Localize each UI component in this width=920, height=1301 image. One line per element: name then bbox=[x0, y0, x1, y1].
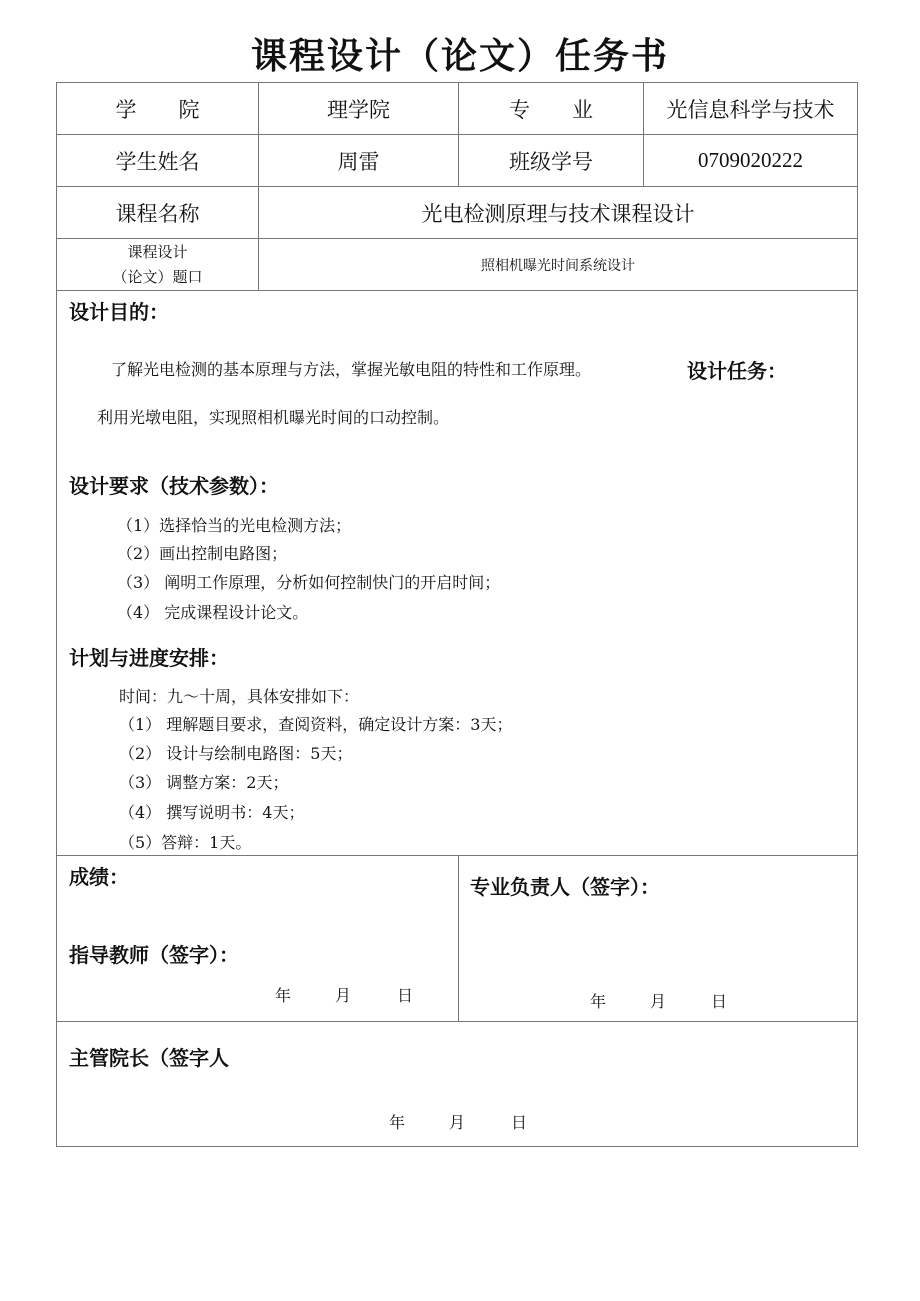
page-title: 课程设计（论文）任务书 bbox=[250, 36, 669, 77]
col-divider bbox=[458, 855, 459, 1022]
course-value: 光电检测原理与技术课程设计 bbox=[421, 201, 695, 226]
teacher-date-day: 日 bbox=[397, 986, 414, 1005]
requirement-item: （2）画出控制电路图； bbox=[117, 544, 288, 563]
teacher-date-month: 月 bbox=[335, 986, 352, 1005]
college-label: 学 院 bbox=[115, 97, 200, 122]
dean-date-year: 年 bbox=[389, 1113, 406, 1132]
student-label: 学生姓名 bbox=[115, 149, 200, 174]
plan-item: （5）答辩：1天。 bbox=[119, 833, 252, 852]
major-head-signature-label: 专业负责人（签字）： bbox=[470, 875, 660, 899]
class-value: 0709020222 bbox=[698, 148, 803, 172]
head-date-month: 月 bbox=[650, 992, 667, 1011]
requirement-item: （1）选择恰当的光电检测方法； bbox=[117, 516, 352, 535]
requirement-item: （4） 完成课程设计论文。 bbox=[117, 603, 309, 622]
student-value: 周雷 bbox=[337, 149, 380, 174]
plan-heading: 计划与进度安排： bbox=[69, 646, 229, 670]
plan-item: （3） 调整方案：2天； bbox=[119, 773, 289, 792]
college-value: 理学院 bbox=[327, 97, 390, 122]
topic-label-line2: （论文）题口 bbox=[112, 267, 203, 286]
row-divider bbox=[57, 1021, 857, 1022]
head-date-year: 年 bbox=[590, 992, 607, 1011]
major-label: 专 业 bbox=[509, 97, 593, 122]
row-divider bbox=[57, 855, 857, 856]
task-heading: 设计任务： bbox=[687, 359, 787, 383]
plan-time: 时间：九～十周，具体安排如下： bbox=[119, 687, 360, 706]
task-table bbox=[56, 82, 858, 1147]
teacher-date-year: 年 bbox=[275, 986, 292, 1005]
task-text: 利用光墩电阻，实现照相机曝光时间的口动控制。 bbox=[97, 408, 450, 427]
plan-item: （4） 撰写说明书：4天； bbox=[119, 803, 305, 822]
dean-signature-label: 主管院长（签字人 bbox=[69, 1046, 229, 1070]
purpose-text: 了解光电检测的基本原理与方法，掌握光敏电阻的特性和工作原理。 bbox=[111, 360, 592, 379]
plan-item: （1） 理解题目要求，查阅资料，确定设计方案：3天； bbox=[119, 715, 513, 734]
major-value: 光信息科学与技术 bbox=[666, 97, 835, 122]
head-date-day: 日 bbox=[711, 992, 728, 1011]
course-label: 课程名称 bbox=[115, 201, 200, 226]
purpose-heading: 设计目的： bbox=[69, 300, 169, 324]
topic-label bbox=[57, 239, 258, 290]
teacher-signature-label: 指导教师（签字）： bbox=[69, 943, 239, 967]
grade-label: 成绩： bbox=[69, 865, 129, 889]
row-divider bbox=[57, 290, 857, 291]
requirement-item: （3） 阐明工作原理，分析如何控制快门的开启时间； bbox=[117, 573, 501, 592]
plan-item: （2） 设计与绘制电路图：5天； bbox=[119, 744, 353, 763]
dean-date-day: 日 bbox=[511, 1113, 528, 1132]
class-label: 班级学号 bbox=[509, 149, 593, 174]
requirements-heading: 设计要求（技术参数）： bbox=[69, 474, 279, 498]
dean-date-month: 月 bbox=[449, 1113, 466, 1132]
topic-label-line1: 课程设计 bbox=[127, 242, 188, 261]
topic-value: 照相机曝光时间系统设计 bbox=[481, 257, 635, 274]
